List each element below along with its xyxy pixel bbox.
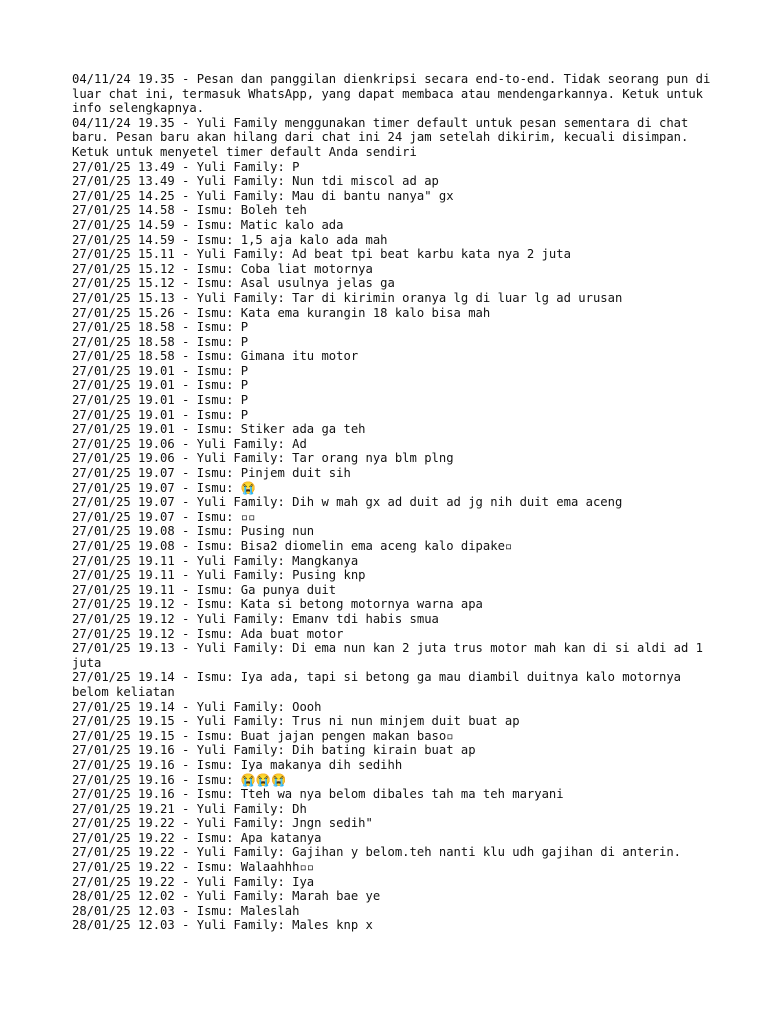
- chat-line: 27/01/25 14.59 - Ismu: Matic kalo ada: [72, 217, 344, 232]
- chat-line: 27/01/25 15.11 - Yuli Family: Ad beat tpi beat karbu kata nya 2 juta: [72, 247, 571, 262]
- chat-line: 27/01/25 19.12 - Ismu: Kata si betong motornya warna apa: [72, 597, 483, 612]
- chat-line: 27/01/25 19.07 - Ismu: 😭: [72, 480, 256, 495]
- chat-line: 27/01/25 19.22 - Yuli Family: Gajihan y belom.teh nanti klu udh gajihan di anterin.: [72, 845, 682, 860]
- chat-line: 27/01/25 19.14 - Yuli Family: Oooh: [72, 699, 322, 714]
- chat-line: 27/01/25 13.49 - Yuli Family: P: [72, 159, 300, 174]
- chat-line: 27/01/25 19.06 - Yuli Family: Ad: [72, 436, 307, 451]
- chat-line: 28/01/25 12.03 - Yuli Family: Males knp x: [72, 918, 373, 933]
- chat-line: 27/01/25 15.12 - Ismu: Coba liat motornya: [72, 261, 373, 276]
- chat-line: 04/11/24 19.35 - Pesan dan panggilan dienkripsi secara end-to-end. Tidak seorang pun di luar chat ini, termasuk WhatsApp, yang dapat membaca atau mendengarkannya. Ketuk untuk info selengkapnya.: [72, 72, 718, 116]
- chat-line: 27/01/25 14.59 - Ismu: 1,5 aja kalo ada mah: [72, 232, 388, 247]
- chat-line: 27/01/25 19.11 - Yuli Family: Pusing knp: [72, 568, 366, 583]
- chat-line: 27/01/25 19.15 - Ismu: Buat jajan pengen makan baso▫: [72, 728, 454, 743]
- chat-line: 27/01/25 19.21 - Yuli Family: Dh: [72, 801, 307, 816]
- chat-line: 27/01/25 13.49 - Yuli Family: Nun tdi miscol ad ap: [72, 174, 439, 189]
- chat-line: 27/01/25 19.16 - Ismu: 😭😭😭: [72, 772, 287, 787]
- chat-line: 27/01/25 19.01 - Ismu: Stiker ada ga teh: [72, 422, 366, 437]
- chat-line: 27/01/25 19.01 - Ismu: P: [72, 363, 249, 378]
- chat-line: 27/01/25 19.22 - Ismu: Apa katanya: [72, 830, 322, 845]
- chat-line: 27/01/25 19.22 - Yuli Family: Jngn sedih": [72, 816, 373, 831]
- chat-line: 27/01/25 18.58 - Ismu: Gimana itu motor: [72, 349, 359, 364]
- chat-line: 27/01/25 19.07 - Yuli Family: Dih w mah gx ad duit ad jg nih duit ema aceng: [72, 495, 623, 510]
- chat-line: 27/01/25 19.16 - Yuli Family: Dih bating kirain buat ap: [72, 743, 476, 758]
- chat-line: 27/01/25 19.16 - Ismu: Iya makanya dih sedihh: [72, 757, 403, 772]
- chat-line: 27/01/25 19.22 - Yuli Family: Iya: [72, 874, 315, 889]
- chat-line: 27/01/25 19.11 - Ismu: Ga punya duit: [72, 582, 337, 597]
- chat-line: 27/01/25 19.11 - Yuli Family: Mangkanya: [72, 553, 359, 568]
- chat-line: 27/01/25 18.58 - Ismu: P: [72, 334, 249, 349]
- chat-line: 04/11/24 19.35 - Yuli Family menggunakan timer default untuk pesan sementara di chat baru. Pesan baru akan hilang dari chat ini 24 jam setelah dikirim, kecuali disimpan. Ketuk untuk menyetel timer default Anda sendiri: [72, 115, 696, 159]
- chat-line: 27/01/25 14.58 - Ismu: Boleh teh: [72, 203, 307, 218]
- chat-line: 27/01/25 19.12 - Yuli Family: Emanv tdi habis smua: [72, 611, 439, 626]
- chat-line: 27/01/25 19.15 - Yuli Family: Trus ni nun minjem duit buat ap: [72, 714, 520, 729]
- chat-export-document: [72, 72, 718, 933]
- chat-line: 27/01/25 15.26 - Ismu: Kata ema kurangin 18 kalo bisa mah: [72, 305, 491, 320]
- chat-line: 28/01/25 12.03 - Ismu: Maleslah: [72, 903, 300, 918]
- chat-line: 27/01/25 19.01 - Ismu: P: [72, 378, 249, 393]
- chat-line: 27/01/25 19.01 - Ismu: P: [72, 393, 249, 408]
- chat-line: 27/01/25 19.06 - Yuli Family: Tar orang nya blm plng: [72, 451, 454, 466]
- chat-line: 27/01/25 14.25 - Yuli Family: Mau di bantu nanya" gx: [72, 188, 454, 203]
- chat-line: 27/01/25 15.12 - Ismu: Asal usulnya jelas ga: [72, 276, 395, 291]
- chat-line: 27/01/25 19.01 - Ismu: P: [72, 407, 249, 422]
- chat-line: 27/01/25 15.13 - Yuli Family: Tar di kirimin oranya lg di luar lg ad urusan: [72, 290, 623, 305]
- chat-line: 27/01/25 18.58 - Ismu: P: [72, 320, 249, 335]
- chat-line: 27/01/25 19.08 - Ismu: Bisa2 diomelin ema aceng kalo dipake▫: [72, 539, 513, 553]
- chat-line: 27/01/25 19.22 - Ismu: Walaahhh▫▫: [72, 860, 315, 875]
- chat-line: 27/01/25 19.08 - Ismu: Pusing nun: [72, 524, 315, 539]
- chat-line: 27/01/25 19.13 - Yuli Family: Di ema nun kan 2 juta trus motor mah kan di si aldi ad 1 juta: [72, 641, 711, 670]
- chat-line: 27/01/25 19.07 - Ismu: ▫▫: [72, 509, 256, 524]
- chat-line: 27/01/25 19.16 - Ismu: Tteh wa nya belom dibales tah ma teh maryani: [72, 787, 564, 802]
- chat-line: 27/01/25 19.14 - Ismu: Iya ada, tapi si betong ga mau diambil duitnya kalo motornya belom keliatan: [72, 670, 689, 699]
- chat-line: 27/01/25 19.12 - Ismu: Ada buat motor: [72, 626, 344, 641]
- chat-line: 28/01/25 12.02 - Yuli Family: Marah bae ye: [72, 889, 381, 904]
- chat-line: 27/01/25 19.07 - Ismu: Pinjem duit sih: [72, 466, 351, 481]
